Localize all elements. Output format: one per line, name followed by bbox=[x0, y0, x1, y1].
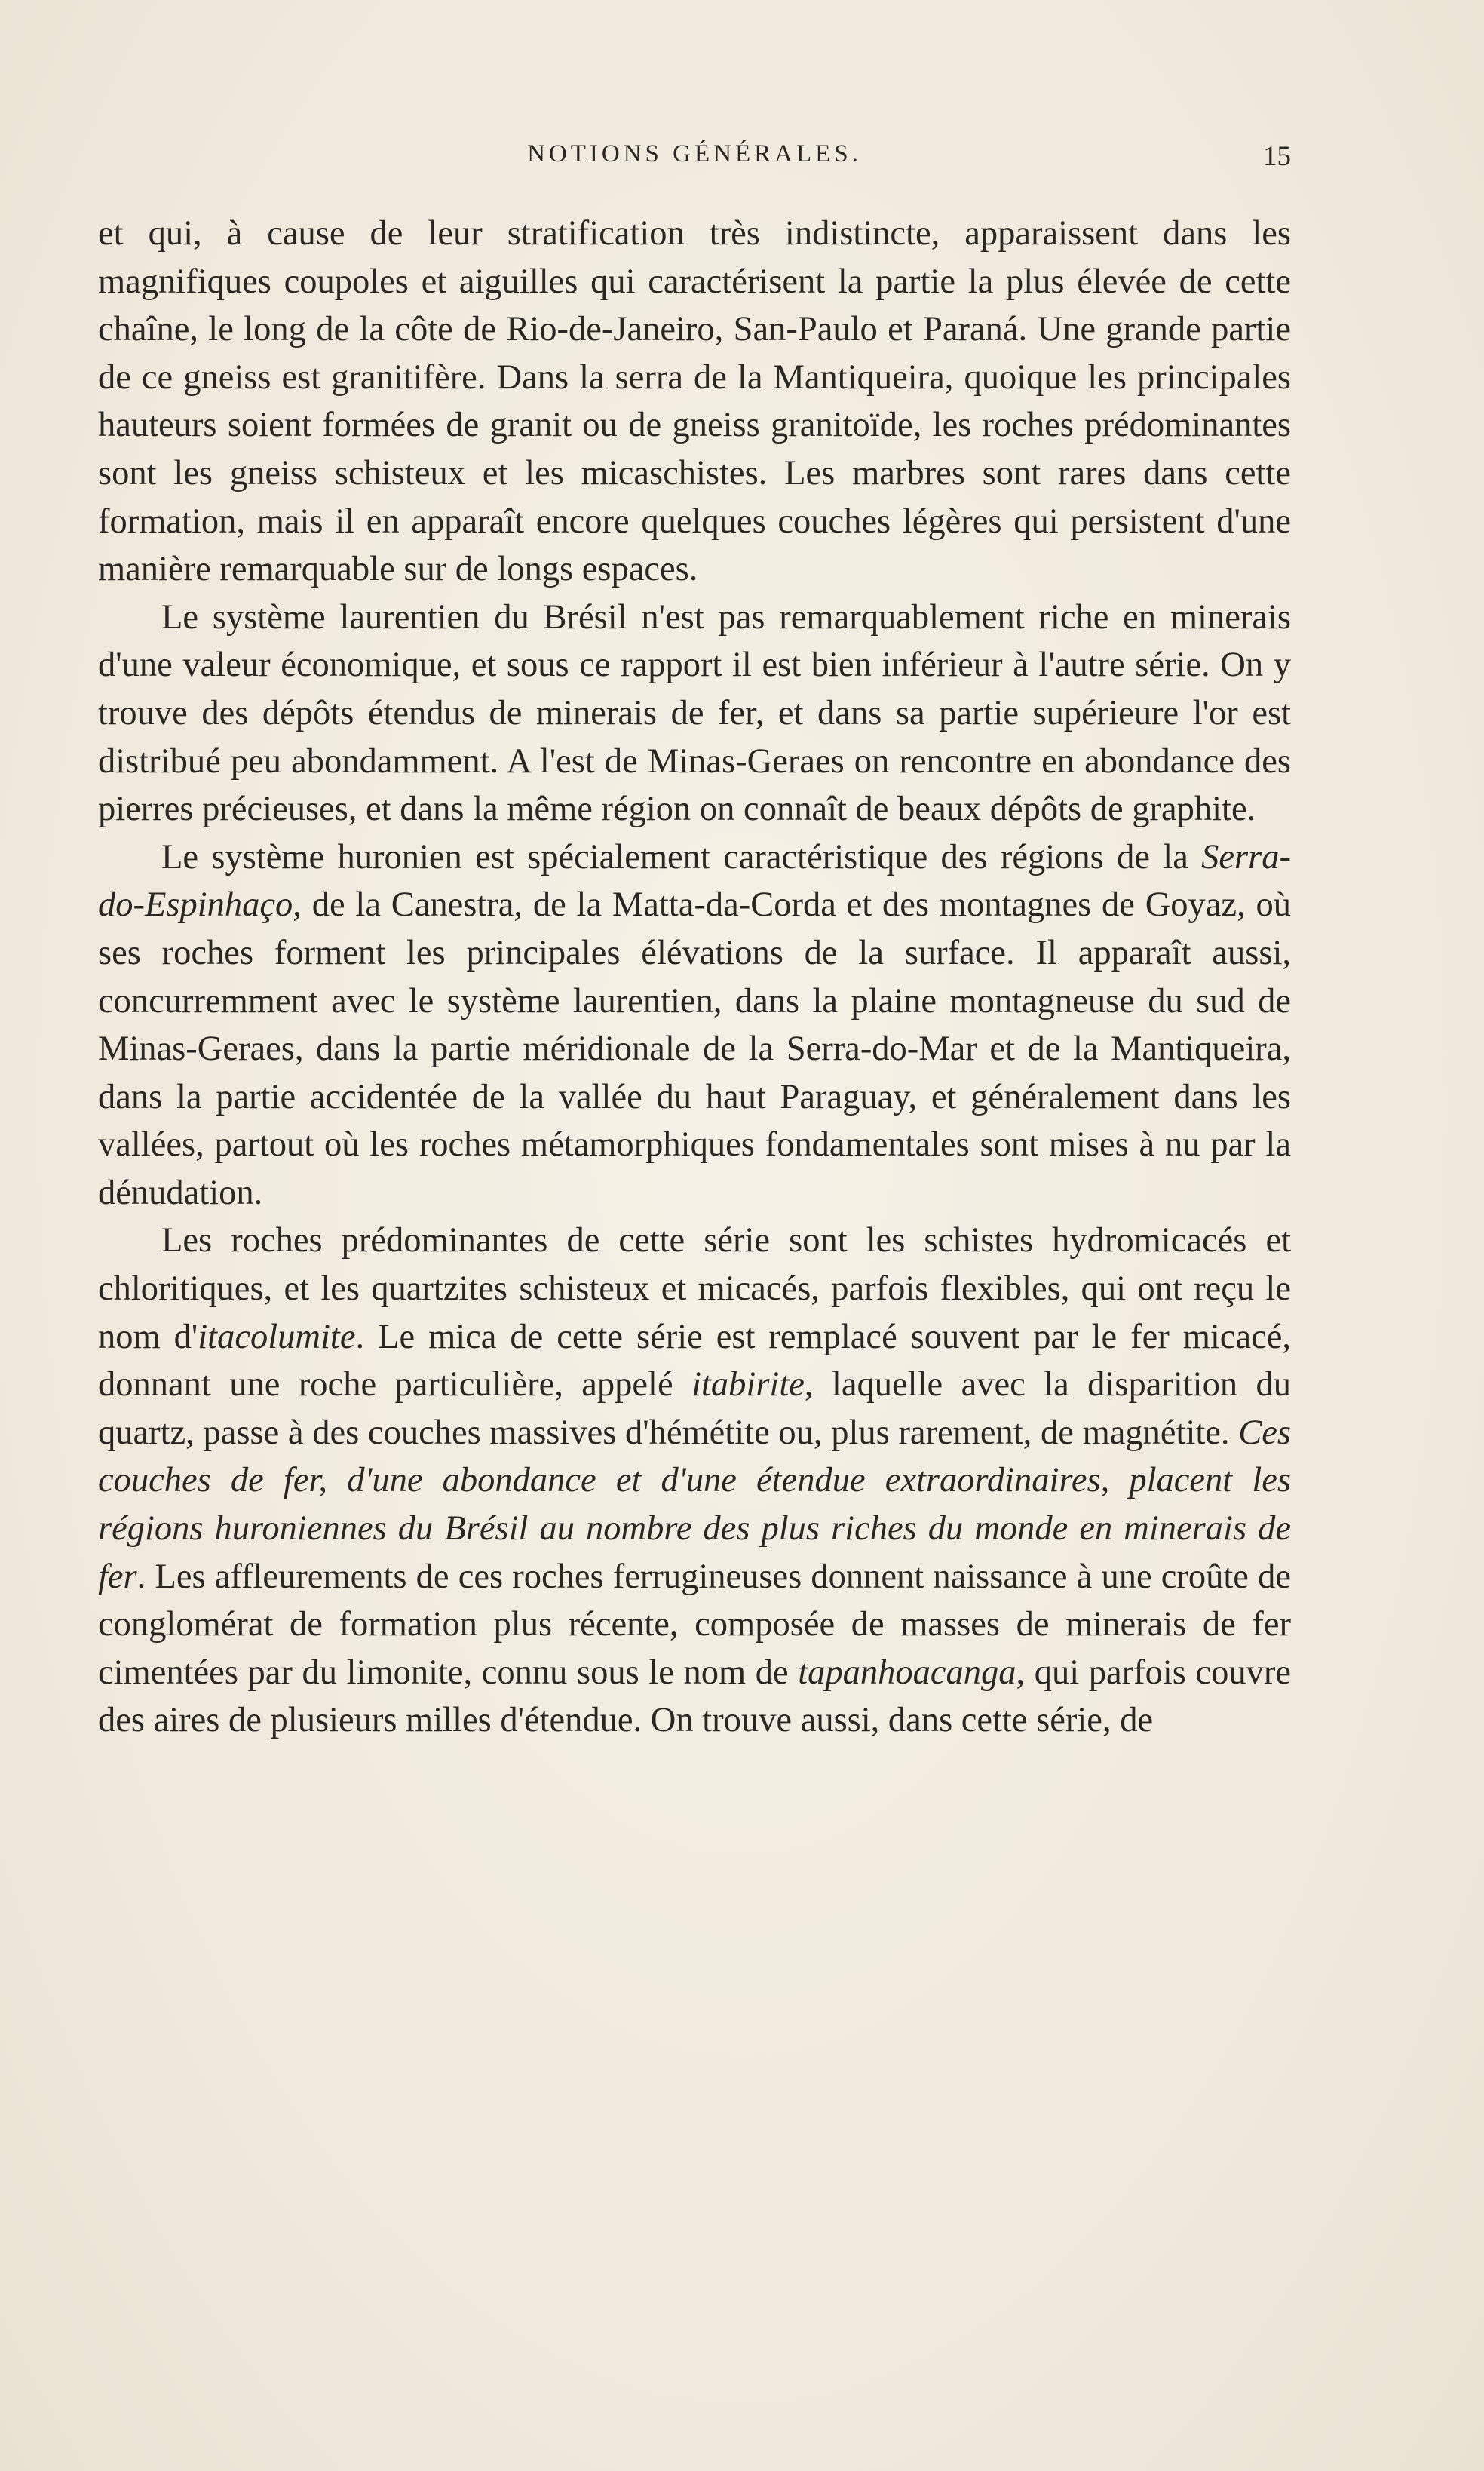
paragraph-3-text-a: Le système huronien est spécialement caractéristique des régions de la bbox=[161, 837, 1202, 876]
term-itacolumite: itacolumite bbox=[198, 1317, 356, 1356]
paragraph-4-text-e: , qui parfois couvre des aires de plusieurs milles d'étendue. On trouve aussi, dans cette série, de bbox=[98, 1653, 1292, 1740]
paragraph-1 bbox=[98, 210, 1291, 594]
emphasized-sentence: Ces couches de fer, d'une abondance et d'une étendue extraordinaires, placent les régions huroniennes du Brésil au nombre des plus riches du monde en minerais de fer bbox=[98, 1413, 1291, 1596]
paragraph-2 bbox=[98, 594, 1291, 833]
term-itabirite: itabirite bbox=[691, 1365, 805, 1404]
running-head: NOTIONS GÉNÉRALES. bbox=[527, 140, 862, 167]
term-tapanhoacanga: tapanhoacanga bbox=[798, 1653, 1016, 1692]
paragraph-4-text-c: , laquelle avec la disparition du quartz, passe à des couches massives d'hémétite ou, plus rarement, de magnétite. bbox=[98, 1365, 1292, 1452]
page-header bbox=[98, 140, 1291, 178]
body-text bbox=[98, 210, 1291, 1745]
paragraph-4 bbox=[98, 1217, 1291, 1745]
paragraph-3 bbox=[98, 833, 1291, 1217]
paragraph-1-text: et qui, à cause de leur stratification très indistincte, apparaissent dans les magnifiques coupoles et aiguilles qui caractérisent la partie la plus élevée de cette chaîne, le long de la côte de Rio-de-Janeiro, San-Paulo et Paraná. Une grande partie de ce gneiss est granitifère. Dans la serra de la Mantiqueira, quoique les principales hauteurs soient formées de granit ou de gneiss granitoïde, les roches prédominantes sont les gneiss schisteux et les micaschistes. Les marbres sont rares dans cette formation, mais il en apparaît encore quelques couches légères qui persistent d'une manière remarquable sur de longs espaces. bbox=[98, 214, 1291, 589]
place-name-italic: Serra-do-Espinhaço bbox=[98, 837, 1291, 925]
paragraph-4-text-d: . Les affleurements de ces roches ferrugineuses donnent naissance à une croûte de conglomérat de formation plus récente, composée de masses de minerais de fer cimentées par du limonite, connu sous le nom de bbox=[98, 1557, 1291, 1692]
paragraph-4-text-b: . Le mica de cette série est remplacé souvent par le fer micacé, donnant une roche particulière, appelé bbox=[98, 1317, 1291, 1404]
page-number: 15 bbox=[1263, 141, 1291, 172]
paragraph-2-text: Le système laurentien du Brésil n'est pas remarquablement riche en minerais d'une valeur économique, et sous ce rapport il est bien inférieur à l'autre série. On y trouve des dépôts étendus de minerais de fer, et dans sa partie supérieure l'or est distribué peu abondamment. A l'est de Minas-Geraes on rencontre en abondance des pierres précieuses, et dans la même région on connaît de beaux dépôts de graphite. bbox=[98, 597, 1291, 829]
paragraph-3-text-b: , de la Canestra, de la Matta-da-Corda et des montagnes de Goyaz, où ses roches forment les principales élévations de la surface. Il apparaît aussi, concurremment avec le système laurentien, dans la plaine montagneuse du sud de Minas-Geraes, dans la partie méridionale de la Serra-do-Mar et de la Mantiqueira, dans la partie accidentée de la vallée du haut Paraguay, et généralement dans les vallées, partout où les roches métamorphiques fondamentales sont mises à nu par la dénudation. bbox=[98, 886, 1291, 1212]
paragraph-4-text-a: Les roches prédominantes de cette série sont les schistes hydromicacés et chloritiques, et les quartzites schisteux et micacés, parfois flexibles, qui ont reçu le nom d' bbox=[98, 1221, 1291, 1356]
